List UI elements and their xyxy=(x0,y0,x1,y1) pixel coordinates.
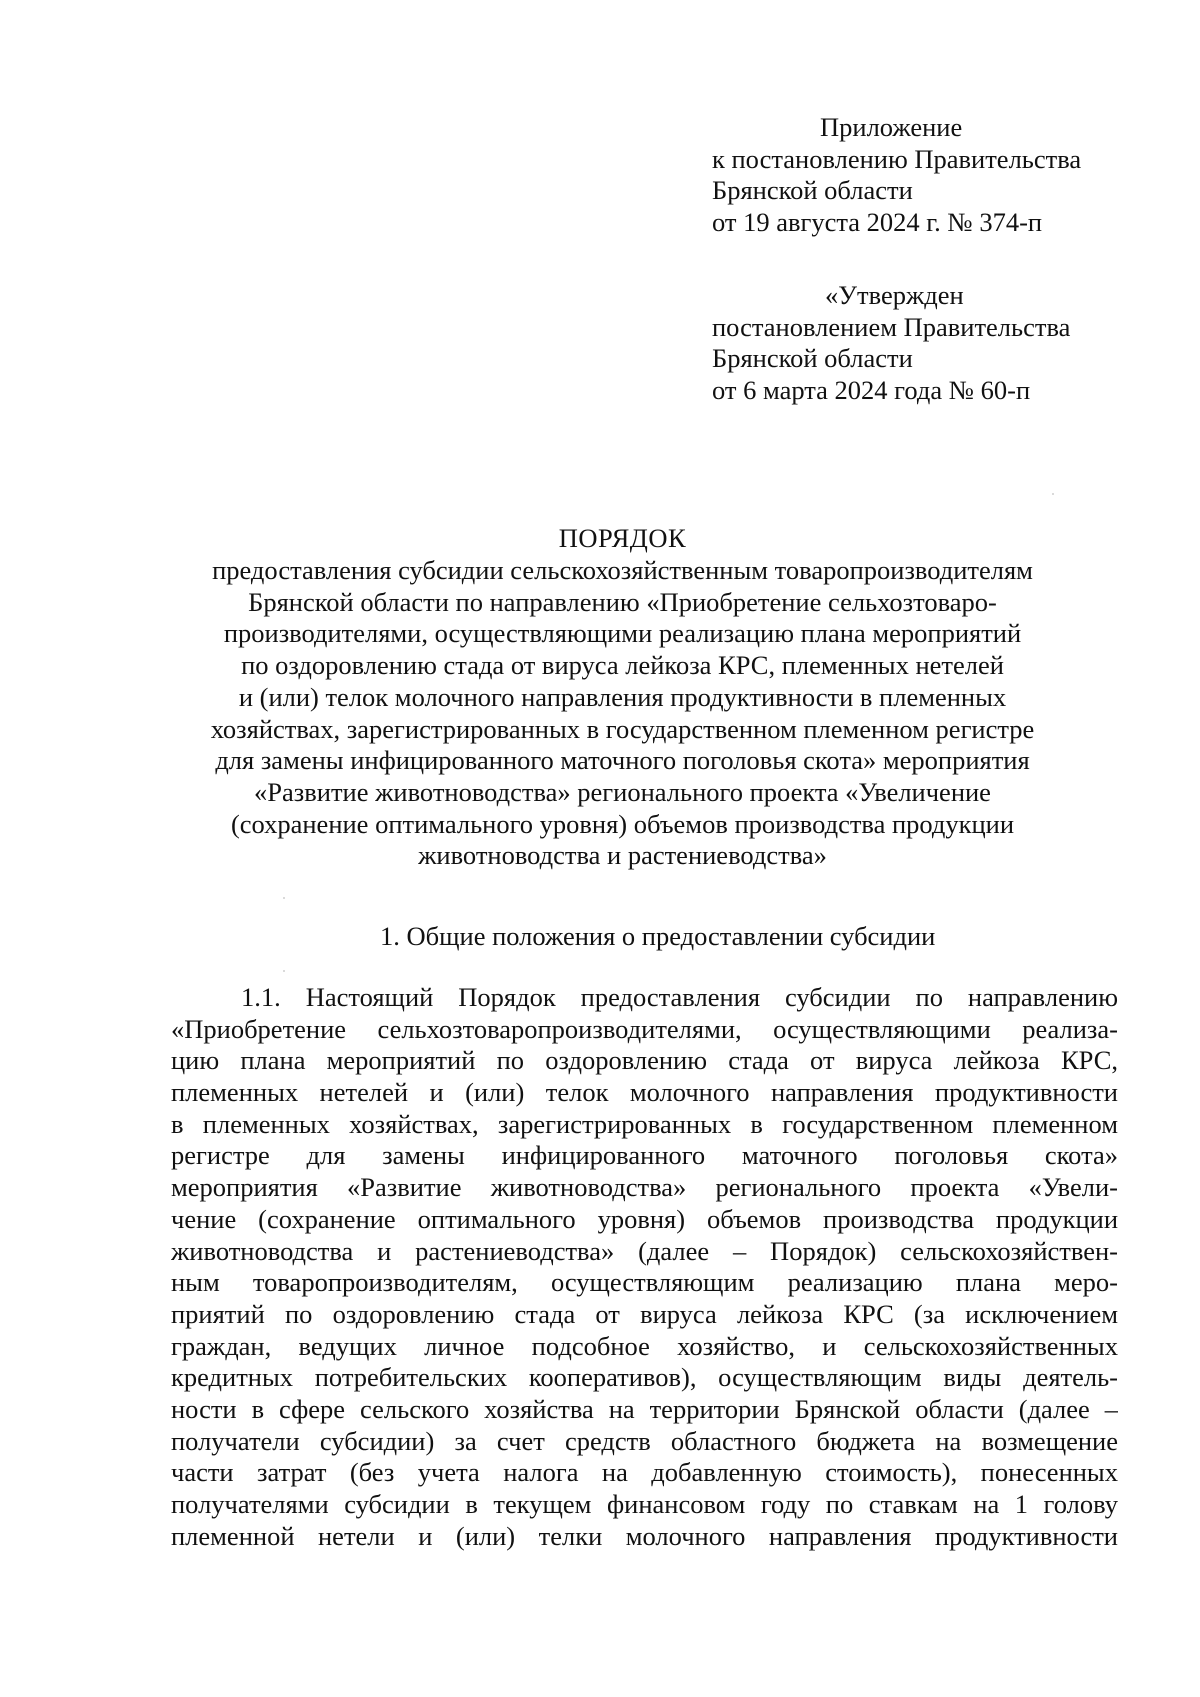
paragraph-line: чение (сохранение оптимального уровня) объемов производства продукции xyxy=(171,1203,1118,1234)
approved-line: постановлением Правительства xyxy=(712,311,1071,342)
subtitle-line: «Развитие животноводства» регионального проекта «Увеличение xyxy=(254,776,991,807)
paragraph-line: регистре для замены инфицированного маточного поголовья скота» xyxy=(171,1140,1118,1171)
subtitle-line: (сохранение оптимального уровня) объемов производства продукции xyxy=(230,808,1015,839)
subtitle-line: предоставления субсидии сельскохозяйственным товаропроизводителям xyxy=(212,555,1033,585)
subtitle-line: и (или) телок молочного направления продуктивности в племенных xyxy=(238,681,1007,712)
paragraph-line: ности в сфере сельского хозяйства на территории Брянской области (далее – xyxy=(171,1393,1118,1424)
paragraph-line: ным товаропроизводителям, осуществляющим реализацию плана меро- xyxy=(171,1267,1118,1298)
paragraph-line: части затрат (без учета налога на добавленную стоимость), понесенных xyxy=(171,1457,1118,1488)
subtitle-line: животноводства и растениеводства» xyxy=(418,840,827,871)
paragraph-line: племенных нетелей и (или) телок молочного направления продуктивности xyxy=(171,1077,1118,1108)
document-title: ПОРЯДОК xyxy=(558,523,687,553)
subtitle-line: хозяйствах, зарегистрированных в государственном племенном регистре xyxy=(210,713,1035,744)
paragraph-line: граждан, ведущих личное подсобное хозяйство, и сельскохозяйственных xyxy=(171,1330,1118,1361)
paragraph-line: приятий по оздоровлению стада от вируса лейкоза КРС (за исключением xyxy=(171,1298,1118,1329)
approved-line: от 6 марта 2024 года № 60-п xyxy=(712,374,1031,405)
subtitle-line: для замены инфицированного маточного поголовья скота» мероприятия xyxy=(215,745,1030,776)
paragraph-1-1 xyxy=(171,982,1118,1552)
annex-line: от 19 августа 2024 г. № 374-п xyxy=(712,206,1043,237)
paragraph-line: «Приобретение сельхозтоваропроизводителями, осуществляющими реализа- xyxy=(171,1013,1118,1044)
paragraph-line: получателями субсидии в текущем финансовом году по ставкам на 1 голову xyxy=(171,1489,1118,1519)
subtitle-line: производителями, осуществляющими реализацию плана мероприятий xyxy=(223,618,1022,649)
paragraph-line: цию плана мероприятий по оздоровлению стада от вируса лейкоза КРС, xyxy=(171,1045,1118,1076)
section-heading: 1. Общие положения о предоставлении субсидии xyxy=(380,921,936,951)
scan-speck xyxy=(283,970,285,972)
paragraph-line: мероприятия «Развитие животноводства» регионального проекта «Увели- xyxy=(171,1172,1118,1203)
paragraph-line: племенной нетели и (или) телки молочного направления продуктивности xyxy=(171,1520,1118,1551)
annex-line: Брянской области xyxy=(712,175,913,205)
document-subtitle xyxy=(170,555,1075,872)
paragraph-line: в племенных хозяйствах, зарегистрированных в государственном племенном xyxy=(171,1108,1118,1139)
subtitle-line: Брянской области по направлению «Приобретение сельхозтоваро- xyxy=(248,586,997,617)
approved-line: «Утвержден xyxy=(825,280,964,310)
annex-header xyxy=(712,112,1081,238)
approved-line: Брянской области xyxy=(712,343,913,373)
paragraph-line: кредитных потребительских кооперативов), осуществляющим виды деятель- xyxy=(171,1362,1118,1393)
document-title-block xyxy=(170,522,1075,872)
annex-line: Приложение xyxy=(820,112,963,142)
subtitle-line: по оздоровлению стада от вируса лейкоза КРС, племенных нетелей xyxy=(241,650,1004,681)
paragraph-line: получатели субсидии) за счет средств областного бюджета на возмещение xyxy=(171,1425,1118,1456)
paragraph-line: 1.1. Настоящий Порядок предоставления субсидии по направлению xyxy=(241,982,1118,1012)
paragraph-line: животноводства и растениеводства» (далее – Порядок) сельскохозяйствен- xyxy=(171,1235,1118,1266)
annex-line: к постановлению Правительства xyxy=(712,143,1082,174)
approval-stamp-block xyxy=(712,280,1070,406)
scan-speck xyxy=(283,897,285,899)
scan-speck xyxy=(1052,493,1054,495)
